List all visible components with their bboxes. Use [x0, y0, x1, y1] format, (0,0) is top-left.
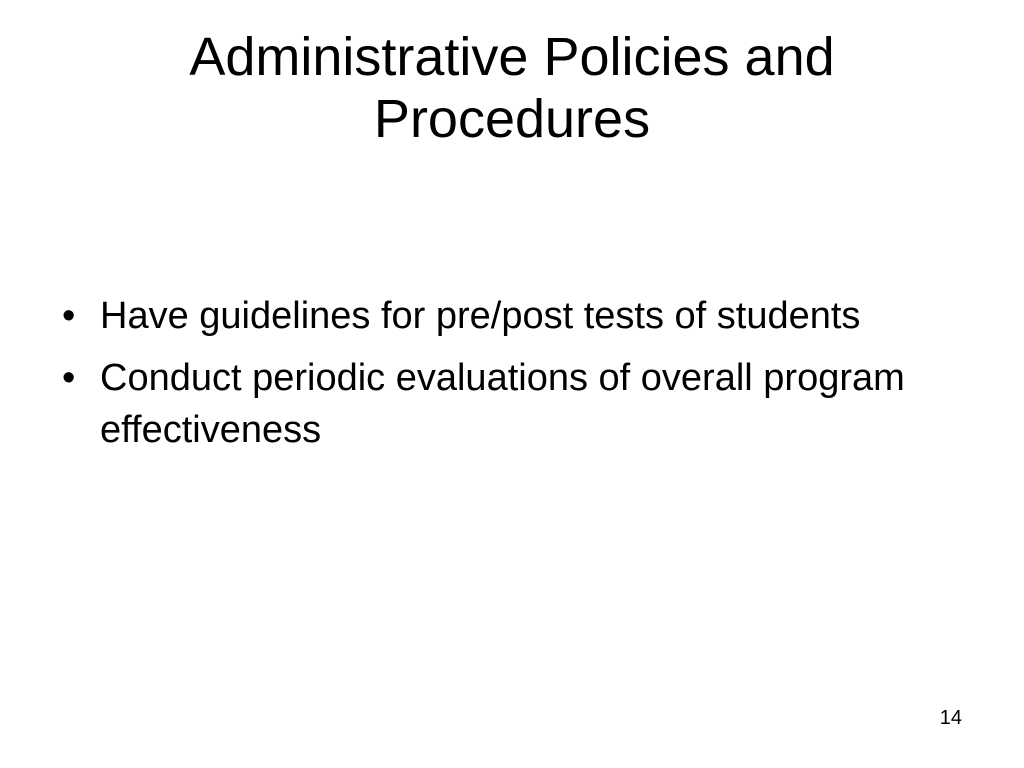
bullet-icon: • [62, 295, 76, 337]
bullet-icon: • [62, 357, 76, 399]
bullet-text: Have guidelines for pre/post tests of students [100, 295, 861, 337]
bullet-item [62, 290, 922, 342]
bullet-text: Conduct periodic evaluations of overall program effectiveness [100, 357, 905, 451]
bullet-item [62, 352, 922, 456]
slide-number: 14 [939, 707, 962, 729]
bullet-list [62, 290, 922, 466]
slide-title: Administrative Policies and Procedures [189, 27, 835, 149]
